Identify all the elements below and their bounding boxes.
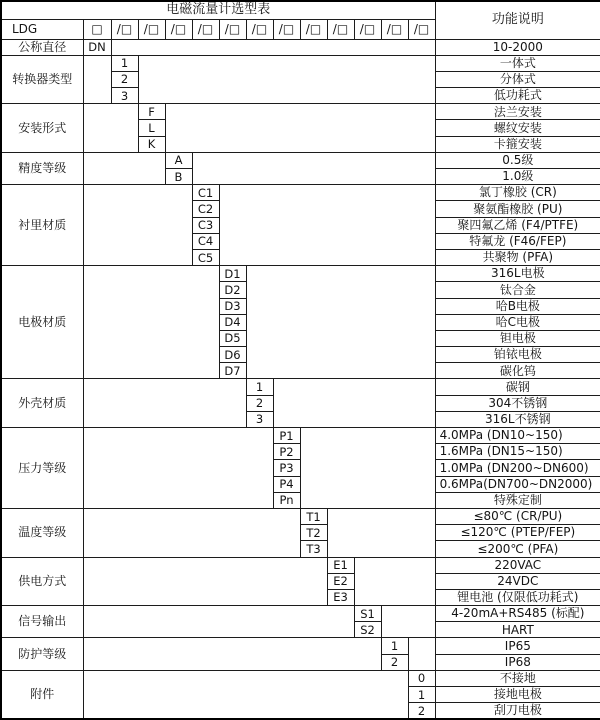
option-desc: 316L不锈钢 [435, 411, 600, 427]
category-label: 防护等级 [1, 638, 83, 670]
option-desc: 哈C电极 [435, 314, 600, 330]
option-desc: 接地电极 [435, 687, 600, 703]
function-header: 功能说明 [435, 1, 600, 39]
option-desc: ≤120℃ (PTEP/FEP) [435, 525, 600, 541]
option-code: 3 [111, 88, 138, 104]
option-desc: ≤80℃ (CR/PU) [435, 508, 600, 524]
category-label: 信号输出 [1, 606, 83, 638]
option-code: D1 [219, 266, 246, 282]
option-desc: 304不锈钢 [435, 395, 600, 411]
option-code: 2 [408, 703, 435, 719]
option-code: L [138, 120, 165, 136]
spacer-cell [83, 670, 408, 719]
option-desc: 哈B电极 [435, 298, 600, 314]
model-digit-box: □ [83, 19, 111, 39]
spacer-cell [408, 638, 435, 670]
spacer-cell [83, 266, 219, 379]
option-code: B [165, 169, 192, 185]
option-code: C1 [192, 185, 219, 201]
option-code: D2 [219, 282, 246, 298]
model-slot-box: /□ [111, 19, 138, 39]
option-code: P1 [273, 428, 300, 444]
spacer-cell [83, 104, 138, 153]
spacer-cell [138, 55, 435, 104]
model-slot-box: /□ [273, 19, 300, 39]
option-code: 2 [246, 395, 273, 411]
option-code: D3 [219, 298, 246, 314]
category-label: 公称直径 [1, 39, 83, 55]
option-code: C3 [192, 217, 219, 233]
option-code: K [138, 136, 165, 152]
option-desc: 特氟龙 (F46/FEP) [435, 233, 600, 249]
spacer-cell [165, 104, 435, 153]
option-desc: 10-2000 [435, 39, 600, 55]
spacer-cell [83, 428, 273, 509]
option-desc: 分体式 [435, 71, 600, 87]
category-label: 压力等级 [1, 428, 83, 509]
table-title: 电磁流量计选型表 [1, 1, 435, 19]
option-desc: 0.6MPa(DN700~DN2000) [435, 476, 600, 492]
option-code: S2 [354, 622, 381, 638]
option-code: P3 [273, 460, 300, 476]
option-code: Pn [273, 492, 300, 508]
option-code: 1 [246, 379, 273, 395]
option-code: 0 [408, 670, 435, 686]
option-code: T3 [300, 541, 327, 557]
option-desc: 钽电极 [435, 330, 600, 346]
option-desc: 共聚物 (PFA) [435, 249, 600, 265]
option-desc: 不接地 [435, 670, 600, 686]
option-desc: 螺纹安装 [435, 120, 600, 136]
spacer-cell [273, 379, 435, 428]
option-desc: 碳化钨 [435, 363, 600, 379]
option-desc: 低功耗式 [435, 88, 600, 104]
option-code: 2 [381, 654, 408, 670]
spacer-cell [83, 185, 192, 266]
model-slot-box: /□ [246, 19, 273, 39]
spacer-cell [83, 508, 300, 557]
spacer-cell [354, 557, 435, 606]
model-slot-box: /□ [192, 19, 219, 39]
category-label: 温度等级 [1, 508, 83, 557]
option-code: 3 [246, 411, 273, 427]
option-code: F [138, 104, 165, 120]
option-code: T2 [300, 525, 327, 541]
spacer-cell [111, 39, 435, 55]
spacer-cell [246, 266, 435, 379]
option-desc: 聚氨酯橡胶 (PU) [435, 201, 600, 217]
category-label: 衬里材质 [1, 185, 83, 266]
option-code: D7 [219, 363, 246, 379]
spacer-cell [381, 606, 435, 638]
option-code: D6 [219, 347, 246, 363]
spacer-cell [83, 152, 165, 184]
category-label: 外壳材质 [1, 379, 83, 428]
option-desc: 一体式 [435, 55, 600, 71]
model-slot-box: /□ [381, 19, 408, 39]
spacer-cell [83, 55, 111, 104]
option-desc: 碳钢 [435, 379, 600, 395]
category-label: 转换器类型 [1, 55, 83, 104]
option-desc: 特殊定制 [435, 492, 600, 508]
model-slot-box: /□ [219, 19, 246, 39]
model-slot-box: /□ [408, 19, 435, 39]
spacer-cell [219, 185, 435, 266]
model-slot-box: /□ [165, 19, 192, 39]
option-desc: IP68 [435, 654, 600, 670]
option-desc: 0.5级 [435, 152, 600, 168]
option-desc: 氯丁橡胶 (CR) [435, 185, 600, 201]
option-code: S1 [354, 606, 381, 622]
option-code: P2 [273, 444, 300, 460]
option-code: 1 [408, 687, 435, 703]
spacer-cell [83, 606, 354, 638]
category-label: 附件 [1, 670, 83, 719]
spacer-cell [83, 379, 246, 428]
option-desc: 刮刀电极 [435, 703, 600, 719]
option-desc: 316L电极 [435, 266, 600, 282]
option-desc: 锂电池 (仅限低功耗式) [435, 589, 600, 605]
option-code: C4 [192, 233, 219, 249]
category-label: 安装形式 [1, 104, 83, 153]
model-slot-box: /□ [300, 19, 327, 39]
option-desc: 220VAC [435, 557, 600, 573]
option-desc: 聚四氟乙烯 (F4/PTFE) [435, 217, 600, 233]
category-label: 电极材质 [1, 266, 83, 379]
option-desc: 4-20mA+RS485 (标配) [435, 606, 600, 622]
option-desc: HART [435, 622, 600, 638]
spacer-cell [83, 557, 327, 606]
option-desc: 1.0级 [435, 169, 600, 185]
model-slot-box: /□ [354, 19, 381, 39]
option-code: T1 [300, 508, 327, 524]
option-code: E3 [327, 589, 354, 605]
option-code: E1 [327, 557, 354, 573]
option-desc: 4.0MPa (DN10~150) [435, 428, 600, 444]
option-desc: 卡箍安装 [435, 136, 600, 152]
option-code: 2 [111, 71, 138, 87]
option-code: 1 [111, 55, 138, 71]
option-desc: 法兰安装 [435, 104, 600, 120]
spacer-cell [83, 638, 381, 670]
spacer-cell [300, 428, 435, 509]
option-code: C5 [192, 249, 219, 265]
option-desc: 钛合金 [435, 282, 600, 298]
option-code: 1 [381, 638, 408, 654]
option-code: D5 [219, 330, 246, 346]
option-desc: ≤200℃ (PFA) [435, 541, 600, 557]
category-label: 精度等级 [1, 152, 83, 184]
option-code: DN [83, 39, 111, 55]
option-desc: 1.0MPa (DN200~DN600) [435, 460, 600, 476]
category-label: 供电方式 [1, 557, 83, 606]
option-code: A [165, 152, 192, 168]
spacer-cell [327, 508, 435, 557]
model-prefix: LDG [1, 19, 83, 39]
model-slot-box: /□ [327, 19, 354, 39]
model-slot-box: /□ [138, 19, 165, 39]
option-desc: 铂铱电极 [435, 347, 600, 363]
option-desc: 1.6MPa (DN15~150) [435, 444, 600, 460]
option-code: E2 [327, 573, 354, 589]
option-code: C2 [192, 201, 219, 217]
option-desc: 24VDC [435, 573, 600, 589]
spacer-cell [192, 152, 435, 184]
option-code: D4 [219, 314, 246, 330]
option-desc: IP65 [435, 638, 600, 654]
option-code: P4 [273, 476, 300, 492]
